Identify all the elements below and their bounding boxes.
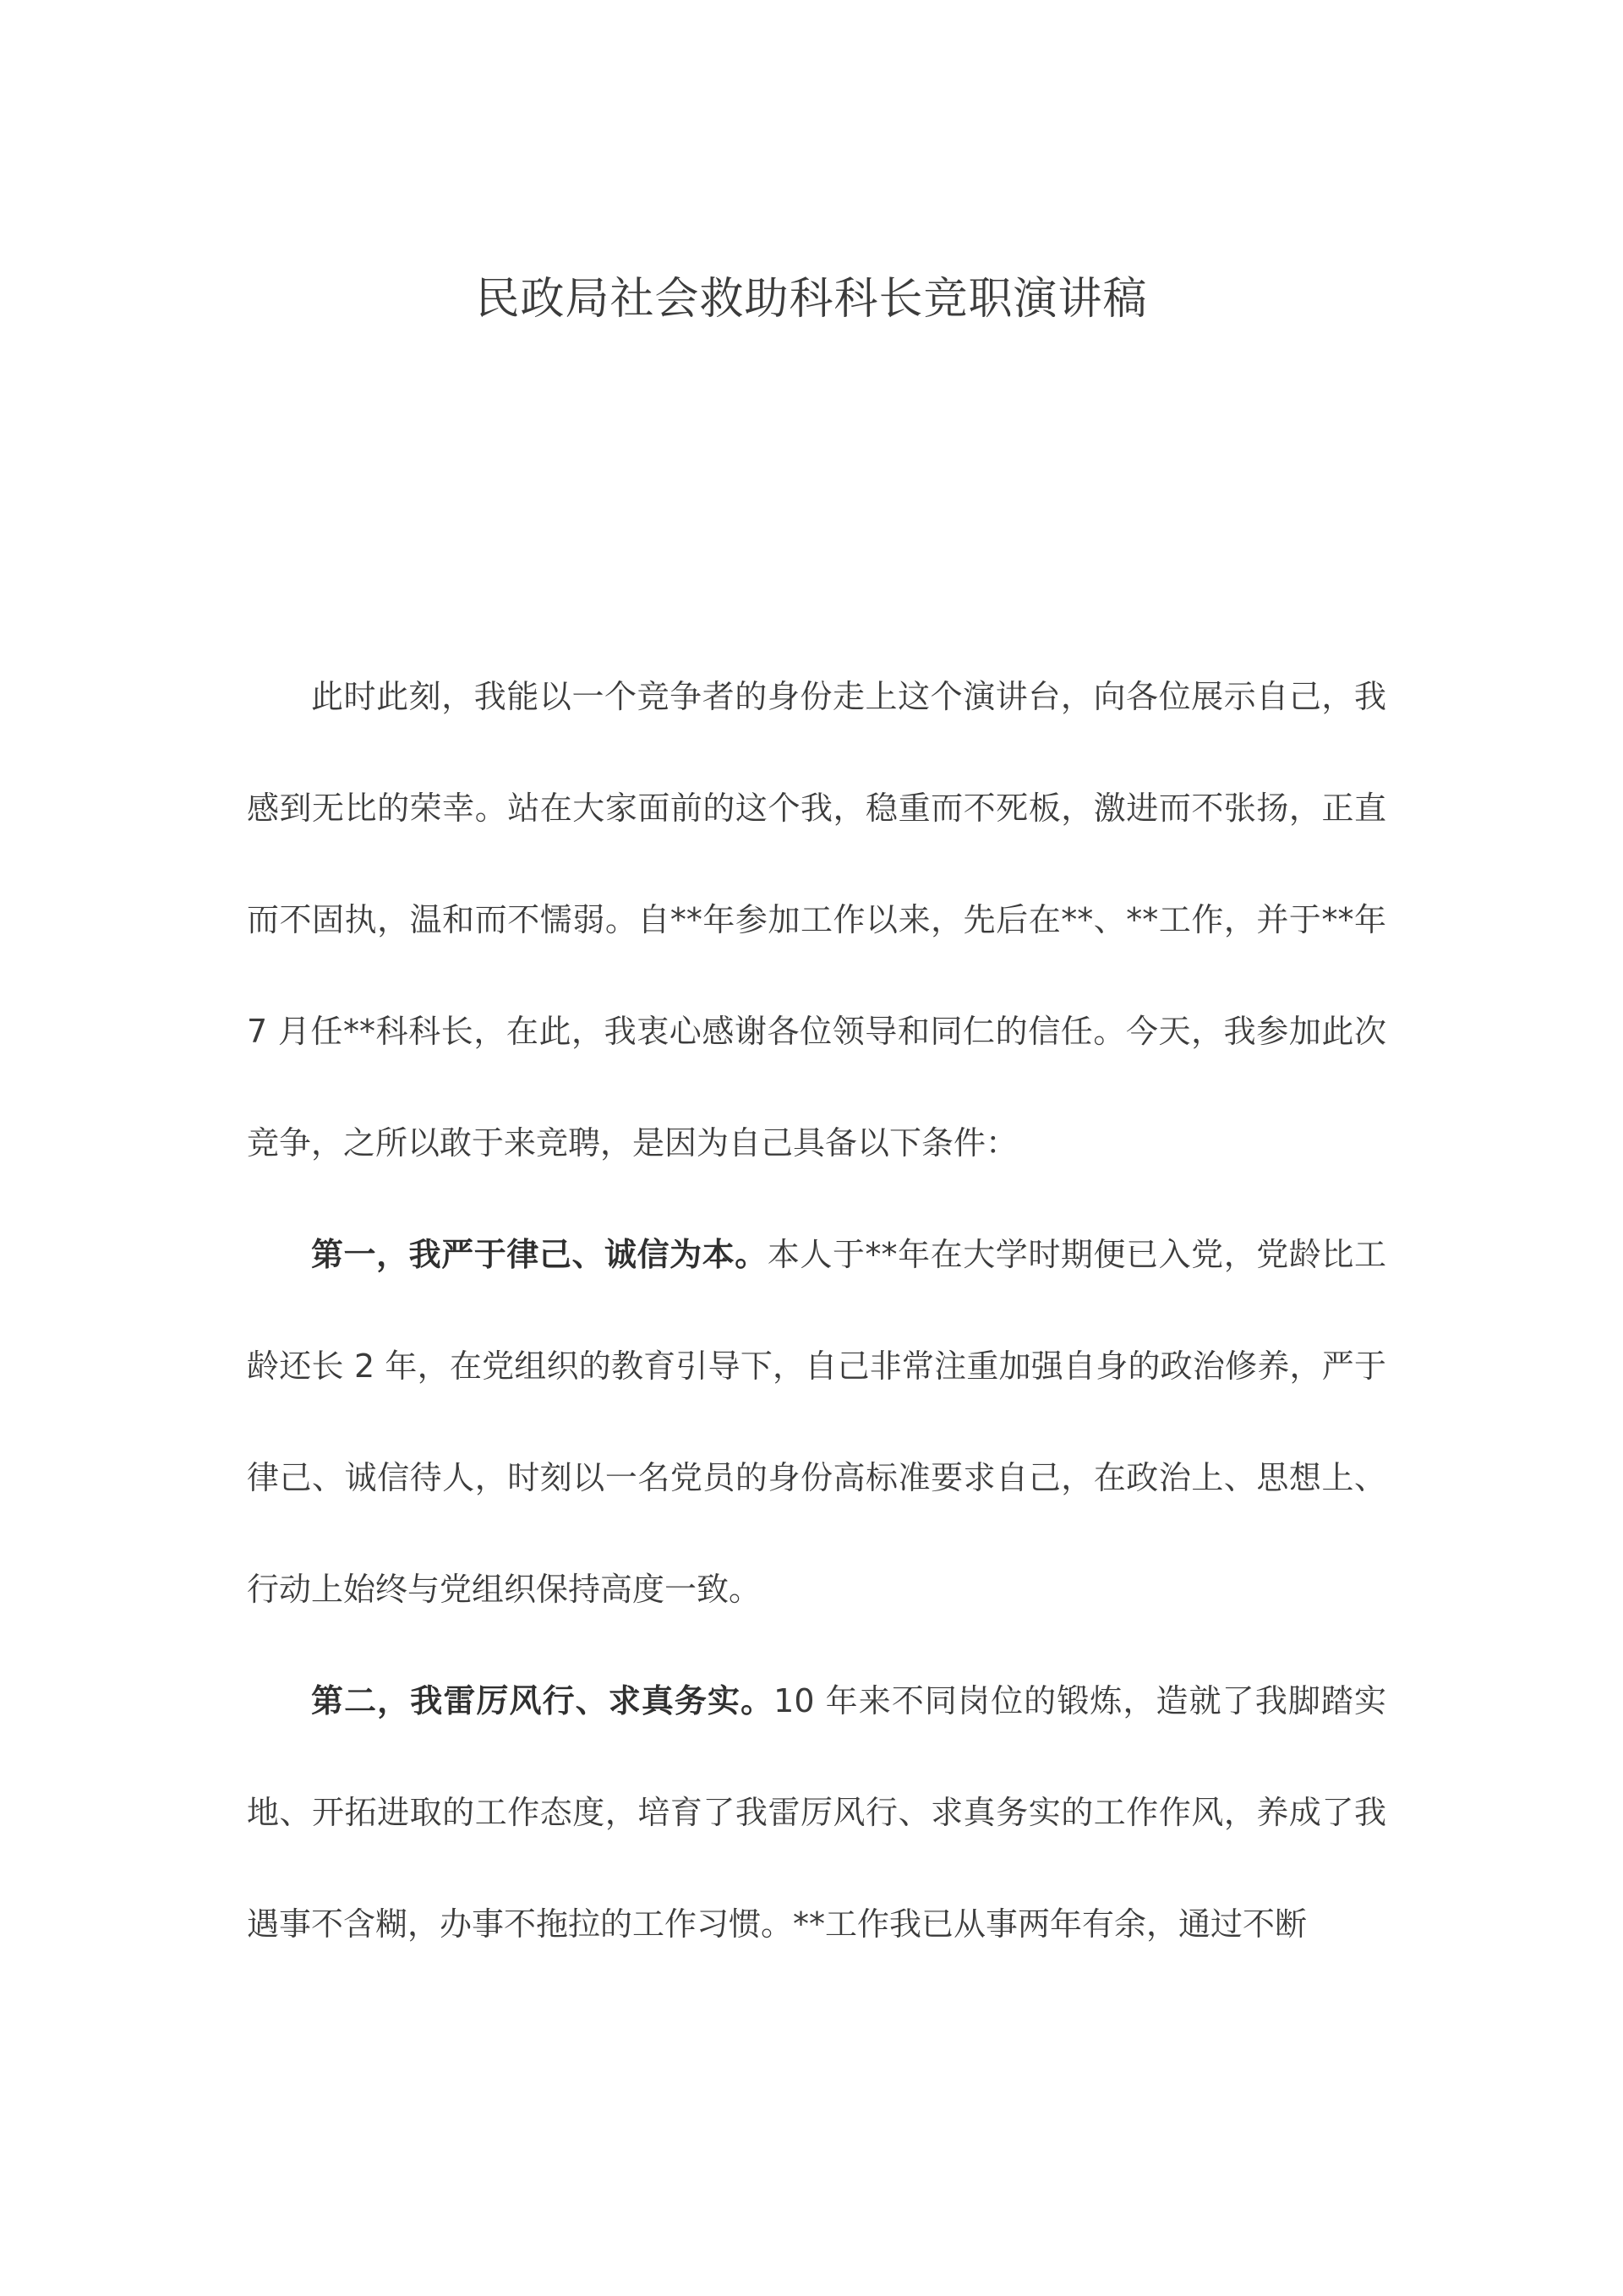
paragraph-second-point (247, 1645, 1386, 1980)
paragraph-intro (247, 641, 1386, 1199)
paragraph-first-point (247, 1199, 1386, 1645)
paragraph-text: 本人于**年在大学时期便已入党，党龄比工龄还长 2 年，在党组织的教育引导下，自己非常注重加强自身的政治修养，严于律己、诚信待人，时刻以一名党员的身份高标准要求自己，在政治上、思想上、行动上始终与党组织保持高度一致。 (247, 1236, 1386, 1608)
paragraph-text: 10 年来不同岗位的锻炼，造就了我脚踏实地、开拓进取的工作态度，培育了我雷厉风行、求真务实的工作作风，养成了我遇事不含糊，办事不拖拉的工作习惯。**工作我已从事两年有余，通过不断 (247, 1682, 1386, 1943)
paragraph-lead: 第二，我雷厉风行、求真务实。 (311, 1682, 774, 1719)
document-body (247, 641, 1386, 1980)
paragraph-text: 此时此刻，我能以一个竞争者的身份走上这个演讲台，向各位展示自己，我感到无比的荣幸。站在大家面前的这个我，稳重而不死板，激进而不张扬，正直而不固执，温和而不懦弱。自**年参加工作以来，先后在**、**工作，并于**年 7 月任**科科长，在此，我衷心感谢各位领导和同仁的信任。今天，我参加此次竞争，之所以敢于来竞聘，是因为自己具备以下条件： (247, 678, 1386, 1162)
page-title: 民政局社会救助科科长竞职演讲稿 (475, 274, 1148, 325)
paragraph-lead: 第一，我严于律己、诚信为本。 (311, 1236, 768, 1273)
